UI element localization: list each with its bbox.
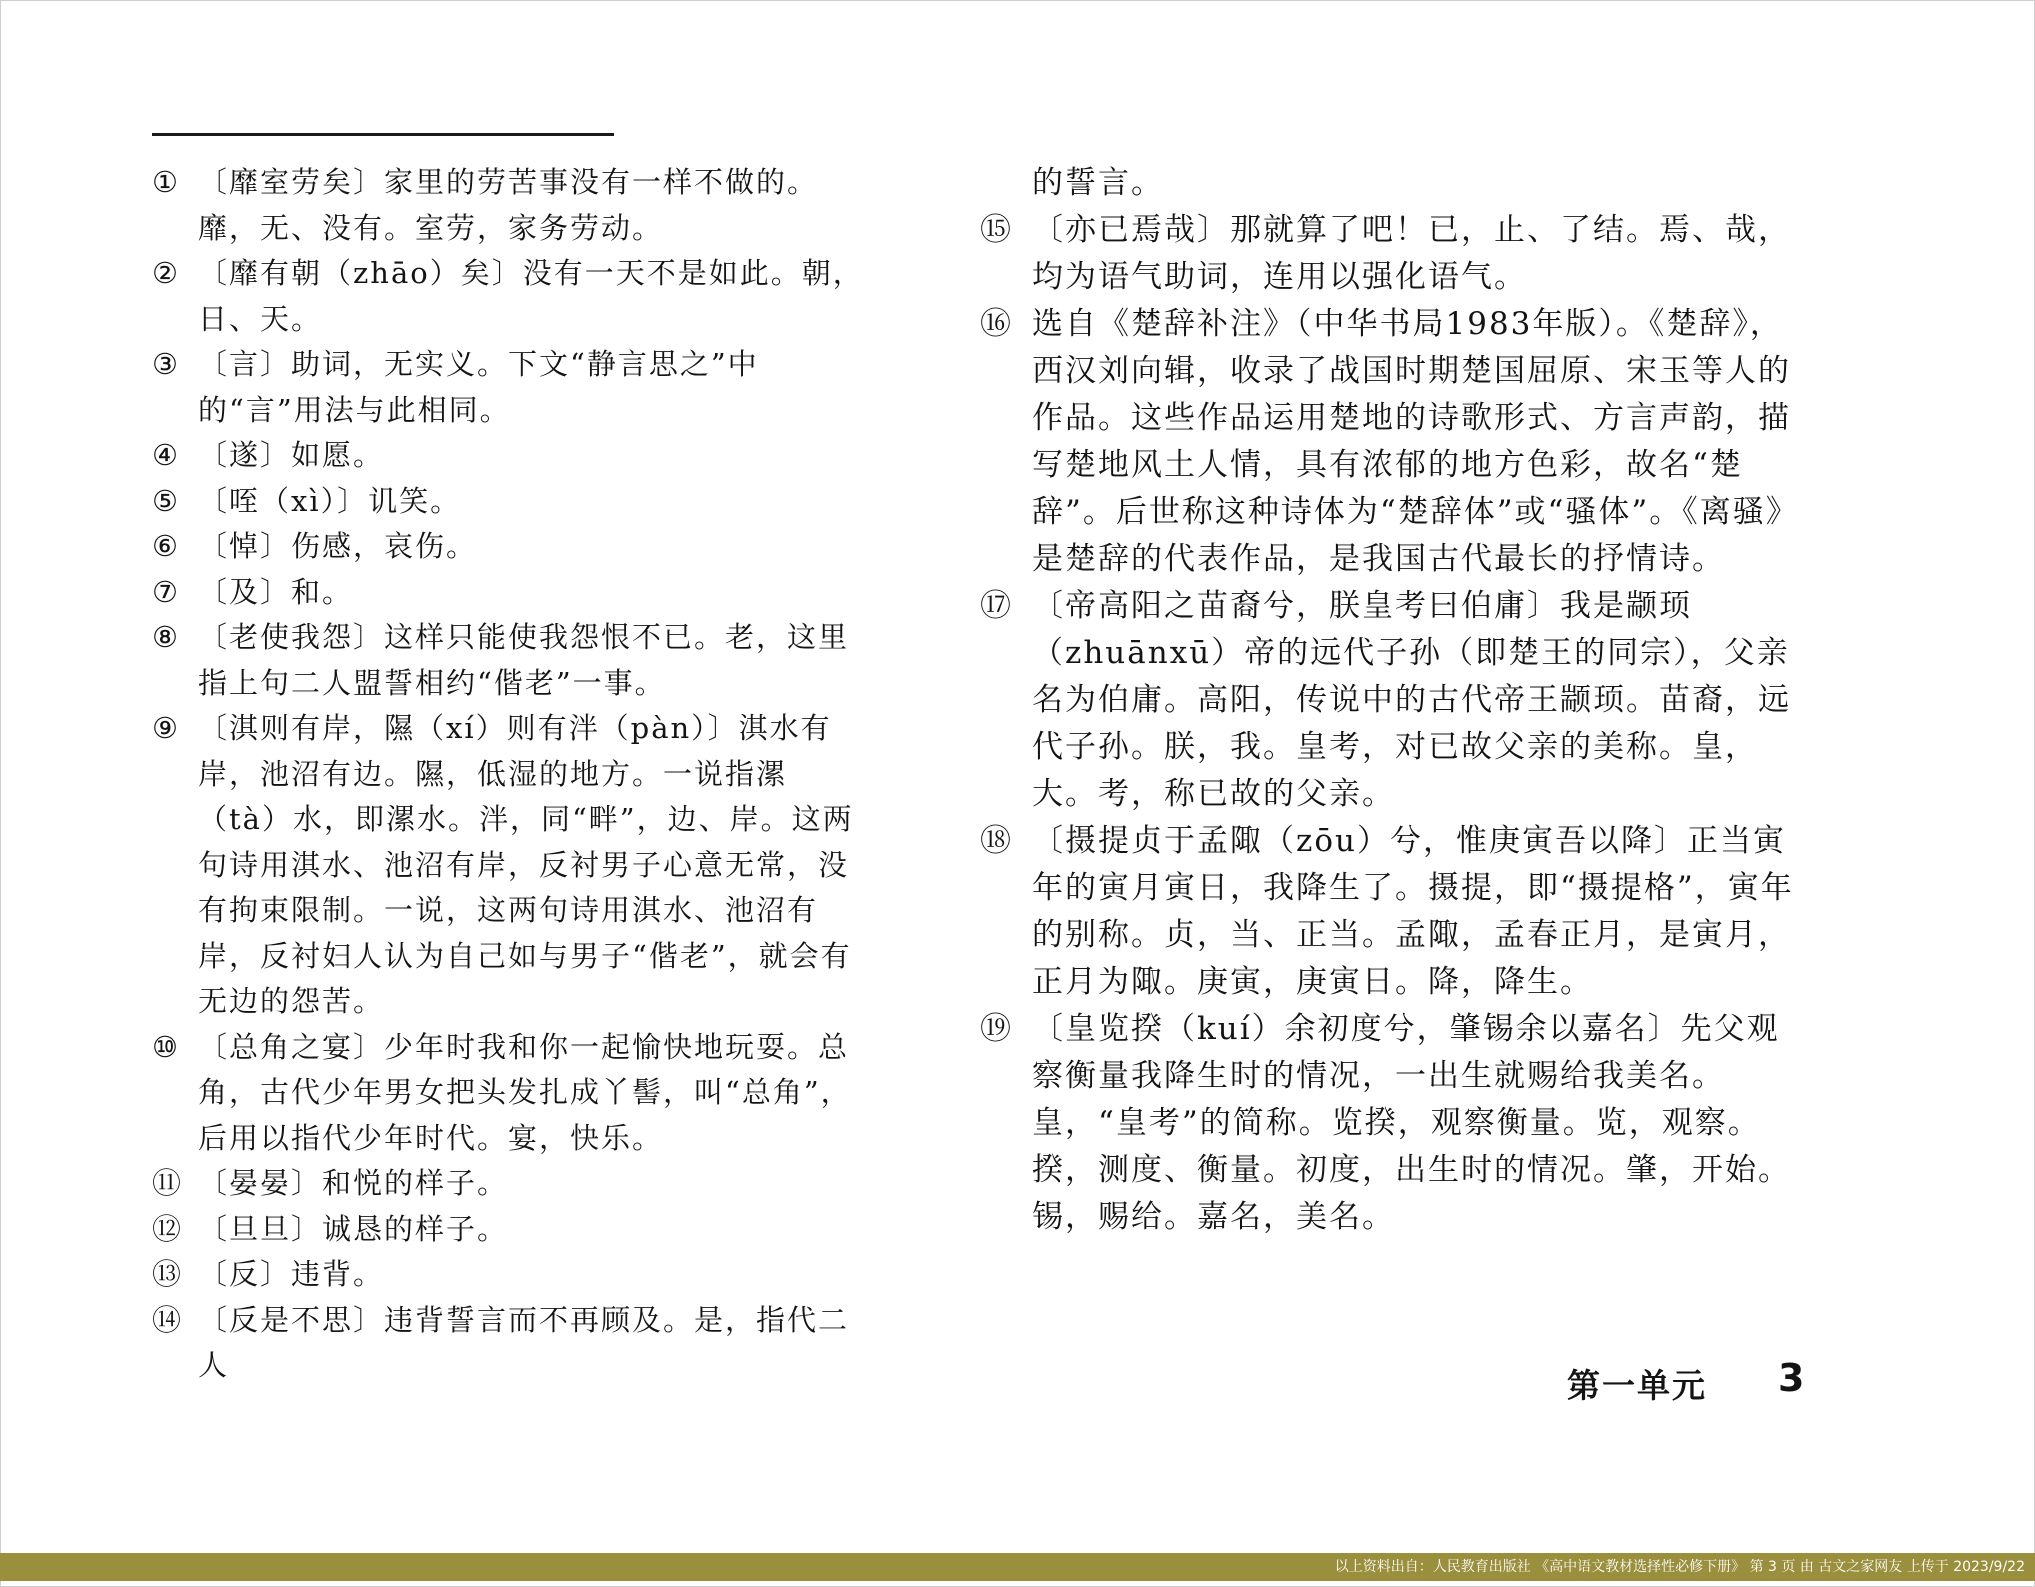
footnote-text: 〔淇则有岸，隰（xí）则有泮（pàn）〕淇水有岸，池沼有边。隰，低湿的地方。一说指漯（tà）水，即漯水。泮，同“畔”，边、岸。这两句诗用淇水、池沼有岸，反衬男子心意无常，没有拘束限制。一说，这两句诗用淇水、池沼有岸，反衬妇人认为自己如与男子“偕老”，就会有无边的怨苦。 xyxy=(198,711,854,1018)
footnote-item xyxy=(152,342,867,433)
footnote-number: ⑱ xyxy=(980,823,1013,859)
footnote-number: ① xyxy=(152,165,180,199)
footnote-number: ⑥ xyxy=(152,529,180,563)
footnote-text: 〔旦旦〕诚恳的样子。 xyxy=(198,1211,509,1246)
footnote-item xyxy=(152,1252,867,1298)
footnote-item xyxy=(152,1025,867,1162)
footnote-text: 〔亦已焉哉〕那就算了吧！已，止、了结。焉、哉，均为语气助词，连用以强化语气。 xyxy=(1032,212,1791,295)
footnote-text: 〔言〕助词，无实义。下文“静言思之”中的“言”用法与此相同。 xyxy=(198,347,759,427)
footnote-text: 〔老使我怨〕这样只能使我怨恨不已。老，这里指上句二人盟誓相约“偕老”一事。 xyxy=(198,620,850,700)
footnote-number: ⑧ xyxy=(152,620,180,654)
footnote-number: ⑰ xyxy=(980,588,1013,624)
footnote-number: ⑯ xyxy=(980,306,1013,342)
footnote-number: ⑭ xyxy=(152,1302,184,1337)
footnote-text: 〔靡有朝（zhāo）矣〕没有一天不是如此。朝，日、天。 xyxy=(198,256,864,336)
footnote-item xyxy=(152,160,867,251)
notes-column-right xyxy=(980,160,1810,1241)
footnote-text: 〔靡室劳矣〕家里的劳苦事没有一样不做的。靡，无、没有。室劳，家务劳动。 xyxy=(198,165,819,245)
footnote-item xyxy=(152,251,867,342)
footnote-number: ⑬ xyxy=(152,1257,184,1291)
footnote-number: ⑦ xyxy=(152,574,180,609)
footnote-text: 〔总角之宴〕少年时我和你一起愉快地玩耍。总角，古代少年男女把头发扎成丫髻，叫“总角”，后用以指代少年时代。宴，快乐。 xyxy=(198,1029,852,1155)
footnote-rule xyxy=(152,133,614,136)
footnote-number: ⑮ xyxy=(980,212,1013,248)
footnote-text: 〔咥（xì）〕讥笑。 xyxy=(198,483,462,518)
footnote-item xyxy=(980,1006,1810,1241)
footnote-item xyxy=(152,570,867,616)
notes-column-left xyxy=(152,160,867,1389)
footnote-item xyxy=(152,524,867,570)
source-bar: 以上资料出自：人民教育出版社 《高中语文教材选择性必修下册》 第 3 页 由 古文之家网友 上传于 2023/9/22 xyxy=(0,1553,2035,1581)
footnote-number: ② xyxy=(152,256,180,290)
footnote-text: 〔反〕违背。 xyxy=(198,1257,385,1291)
footnote-text: 〔帝高阳之苗裔兮，朕皇考曰伯庸〕我是颛顼（zhuānxū）帝的远代子孙（即楚王的同宗），父亲名为伯庸。高阳，传说中的古代帝王颛顼。苗裔，远代子孙。朕，我。皇考，对已故父亲的美称。皇，大。考，称已故的父亲。 xyxy=(1032,588,1791,812)
footnote-item xyxy=(980,583,1810,818)
footnote-text: 〔及〕和。 xyxy=(198,574,354,609)
unit-label: 第一单元 xyxy=(1567,1366,1707,1405)
footnote-number: ⑨ xyxy=(152,711,180,745)
footnote-number: ⑤ xyxy=(152,483,180,518)
footnote-text: 选自《楚辞补注》（中华书局1983年版）。《楚辞》，西汉刘向辑，收录了战国时期楚国屈原、宋玉等人的作品。这些作品运用楚地的诗歌形式、方言声韵，描写楚地风土人情，具有浓郁的地方色彩，故名“楚辞”。后世称这种诗体为“楚辞体”或“骚体”。《离骚》是楚辞的代表作品，是我国古代最长的抒情诗。 xyxy=(1032,306,1799,577)
footnote-number: ④ xyxy=(152,438,180,472)
footnote-item xyxy=(152,1161,867,1207)
footnote-item xyxy=(980,207,1810,301)
footnote-text: 〔摄提贞于孟陬（zōu）兮，惟庚寅吾以降〕正当寅年的寅月寅日，我降生了。摄提，即“摄提格”，寅年的别称。贞，当、正当。孟陬，孟春正月，是寅月，正月为陬。庚寅，庚寅日。降，降生。 xyxy=(1032,823,1794,1000)
footnote-item xyxy=(152,615,867,706)
footnote-text: 〔悼〕伤感，哀伤。 xyxy=(198,529,478,563)
footnote-text: 〔遂〕如愿。 xyxy=(198,438,385,472)
footnote-item xyxy=(980,301,1810,583)
footnote-item xyxy=(980,818,1810,1006)
footnote-item xyxy=(152,706,867,1025)
footnote-text: 〔晏晏〕和悦的样子。 xyxy=(198,1166,509,1200)
footnote-text: 〔皇览揆（kuí）余初度兮，肇锡余以嘉名〕先父观察衡量我降生时的情况，一出生就赐给我美名。皇，“皇考”的简称。览揆，观察衡量。览，观察。揆，测度、衡量。初度，出生时的情况。肇，开始。锡，赐给。嘉名，美名。 xyxy=(1032,1011,1791,1235)
footnote-number: ⑲ xyxy=(980,1011,1013,1047)
footnote-number: ⑫ xyxy=(152,1211,184,1246)
note-continuation: 的誓言。 xyxy=(1032,165,1164,201)
footnote-item xyxy=(152,1207,867,1253)
footnote-text: 〔反是不思〕违背誓言而不再顾及。是，指代二人 xyxy=(198,1302,850,1382)
footnote-number: ⑩ xyxy=(152,1029,180,1064)
footnote-number: ③ xyxy=(152,347,180,381)
footnote-item xyxy=(152,433,867,479)
footnote-number: ⑪ xyxy=(152,1166,184,1200)
page-number: 3 xyxy=(1778,1356,1805,1400)
footnote-item xyxy=(152,1298,867,1389)
footnote-item xyxy=(152,479,867,525)
